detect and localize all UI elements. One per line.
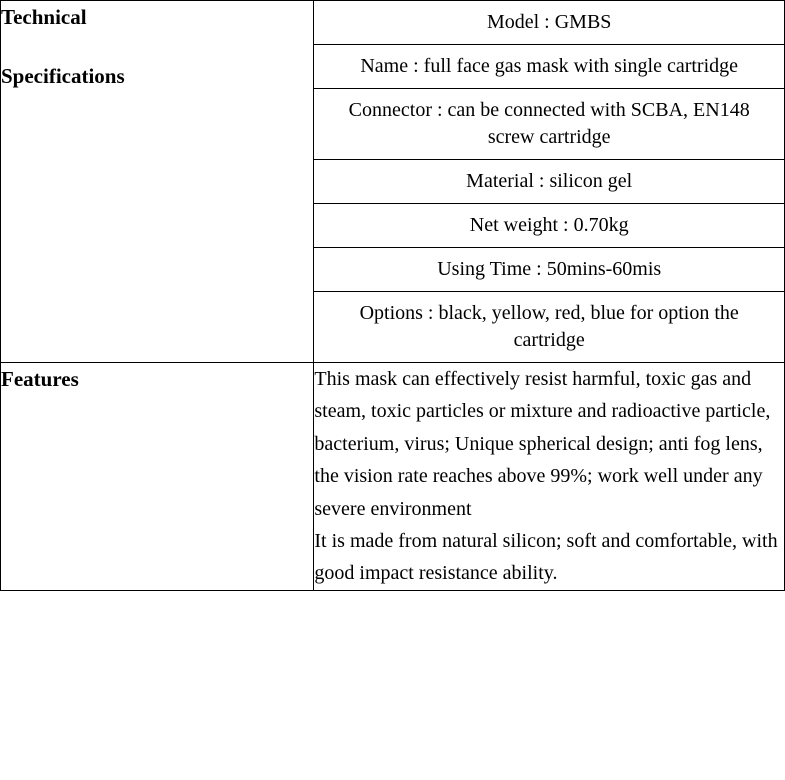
spec-value-net-weight: Net weight : 0.70kg	[314, 204, 784, 248]
spec-row-model	[314, 1, 784, 45]
spec-value-name: Name : full face gas mask with single cartridge	[314, 45, 784, 89]
spec-value-options: Options : black, yellow, red, blue for option the cartridge	[359, 302, 739, 351]
row-label-technical-specifications	[1, 1, 314, 363]
table-row	[1, 363, 785, 591]
features-cell	[314, 363, 785, 591]
spec-value-using-time: Using Time : 50mins-60mis	[314, 248, 784, 292]
specifications-cell	[314, 1, 785, 363]
spec-value-model: Model : GMBS	[314, 1, 784, 45]
spec-row-using-time	[314, 248, 784, 292]
spec-row-name	[314, 45, 784, 89]
spec-row-material	[314, 160, 784, 204]
table-row	[1, 1, 785, 363]
spec-row-connector	[314, 89, 784, 160]
row-label-line-1: Technical	[1, 5, 87, 29]
features-paragraph: This mask can effectively resist harmful, toxic gas and steam, toxic particles or mixture and radioactive particle, bacterium, virus; Unique spherical design; anti fog lens, the vision rate reaches above 99%; work well under any severe environment	[314, 368, 771, 520]
spec-value-material: Material : silicon gel	[314, 160, 784, 204]
row-label-features	[1, 363, 314, 591]
spec-row-options	[314, 292, 784, 363]
spec-row-net-weight	[314, 204, 784, 248]
specifications-list	[314, 1, 784, 362]
row-label-line-1: Features	[1, 367, 79, 391]
row-label-line-2: Specifications	[1, 63, 125, 88]
features-paragraph: It is made from natural silicon; soft and comfortable, with good impact resistance ability.	[314, 529, 778, 585]
spec-value-connector: Connector : can be connected with SCBA, EN148 screw cartridge	[314, 89, 784, 160]
